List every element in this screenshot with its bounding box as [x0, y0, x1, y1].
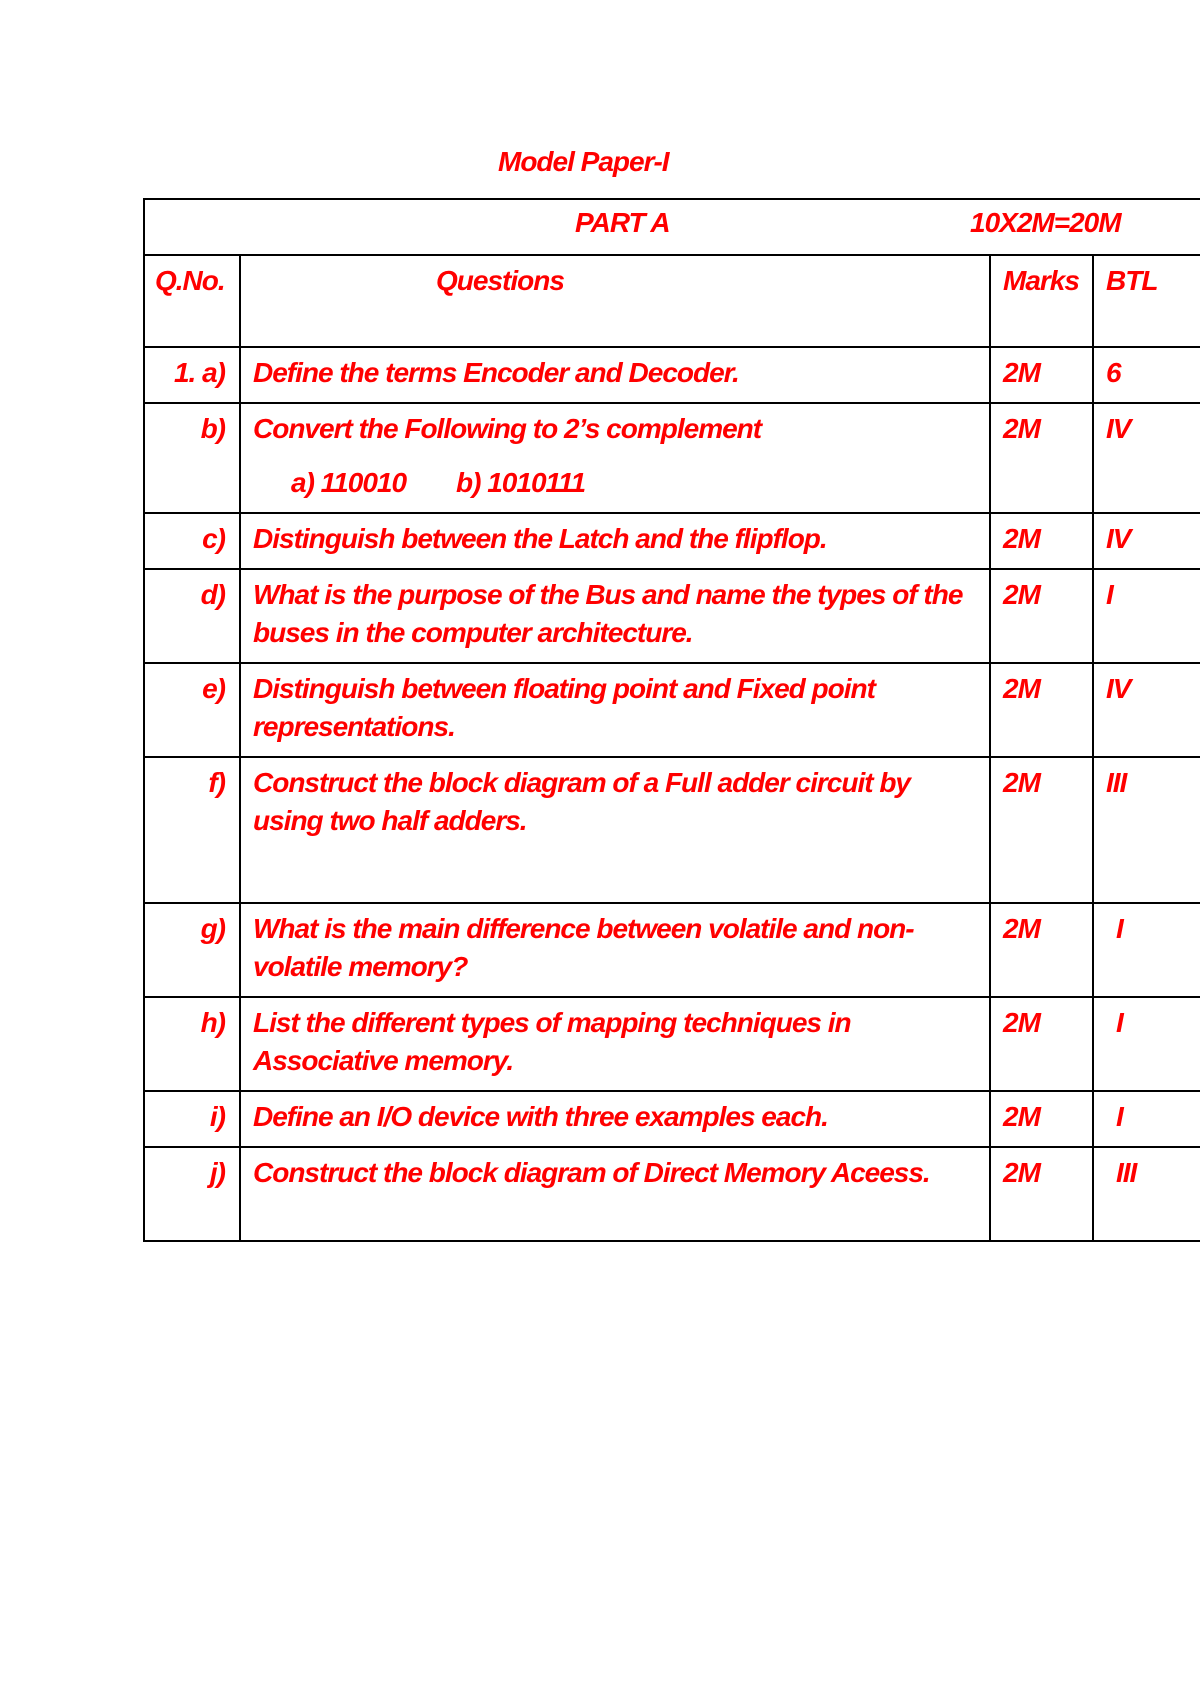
question-text: List the different types of mapping techniques in Associative memory. — [240, 997, 990, 1091]
question-btl: IV — [1093, 663, 1200, 757]
question-btl: III — [1093, 757, 1200, 903]
table-row — [144, 403, 1200, 513]
question-number: c) — [144, 513, 240, 569]
question-number: 1. a) — [144, 347, 240, 403]
question-btl: I — [1093, 997, 1200, 1091]
header-marks: Marks — [990, 255, 1093, 347]
question-marks: 2M — [990, 403, 1093, 513]
question-text: Define the terms Encoder and Decoder. — [240, 347, 990, 403]
question-text: Distinguish between the Latch and the flipflop. — [240, 513, 990, 569]
question-table — [143, 198, 1200, 1242]
question-btl: IV — [1093, 403, 1200, 513]
question-marks: 2M — [990, 997, 1093, 1091]
question-text: What is the purpose of the Bus and name the types of the buses in the computer architecture. — [240, 569, 990, 663]
question-text: Convert the Following to 2’s complement — [253, 413, 762, 444]
question-text: Construct the block diagram of Direct Memory Aceess. — [240, 1147, 990, 1241]
question-marks: 2M — [990, 903, 1093, 997]
question-number: g) — [144, 903, 240, 997]
table-row — [144, 569, 1200, 663]
table-row — [144, 757, 1200, 903]
question-marks: 2M — [990, 347, 1093, 403]
question-marks: 2M — [990, 513, 1093, 569]
part-label: PART A — [575, 207, 670, 238]
question-text: Construct the block diagram of a Full adder circuit by using two half adders. — [240, 757, 990, 903]
table-row — [144, 347, 1200, 403]
table-row — [144, 997, 1200, 1091]
question-btl: 6 — [1093, 347, 1200, 403]
question-subparts — [253, 464, 977, 502]
part-header-row — [144, 199, 1200, 255]
question-marks: 2M — [990, 1147, 1093, 1241]
subpart-b: b) 1010111 — [456, 467, 586, 498]
question-text: Define an I/O device with three examples each. — [240, 1091, 990, 1147]
table-row — [144, 1091, 1200, 1147]
question-text: Distinguish between floating point and Fixed point representations. — [240, 663, 990, 757]
question-btl: I — [1093, 903, 1200, 997]
question-cell — [240, 403, 990, 513]
subpart-a: a) 110010 — [291, 467, 407, 498]
question-number: j) — [144, 1147, 240, 1241]
header-qno: Q.No. — [144, 255, 240, 347]
question-marks: 2M — [990, 663, 1093, 757]
question-marks: 2M — [990, 757, 1093, 903]
question-number: d) — [144, 569, 240, 663]
header-btl: BTL — [1093, 255, 1200, 347]
question-btl: IV — [1093, 513, 1200, 569]
question-number: b) — [144, 403, 240, 513]
marks-total: 10X2M=20M — [970, 207, 1121, 238]
question-number: h) — [144, 997, 240, 1091]
question-marks: 2M — [990, 569, 1093, 663]
question-btl: I — [1093, 1091, 1200, 1147]
question-number: f) — [144, 757, 240, 903]
column-header-row — [144, 255, 1200, 347]
question-text: What is the main difference between volatile and non-volatile memory? — [240, 903, 990, 997]
question-marks: 2M — [990, 1091, 1093, 1147]
table-row — [144, 1147, 1200, 1241]
question-number: e) — [144, 663, 240, 757]
table-row — [144, 903, 1200, 997]
table-row — [144, 663, 1200, 757]
question-btl: III — [1093, 1147, 1200, 1241]
question-number: i) — [144, 1091, 240, 1147]
header-questions: Questions — [240, 255, 990, 347]
question-btl: I — [1093, 569, 1200, 663]
table-row — [144, 513, 1200, 569]
page-title: Model Paper-I — [498, 146, 669, 177]
